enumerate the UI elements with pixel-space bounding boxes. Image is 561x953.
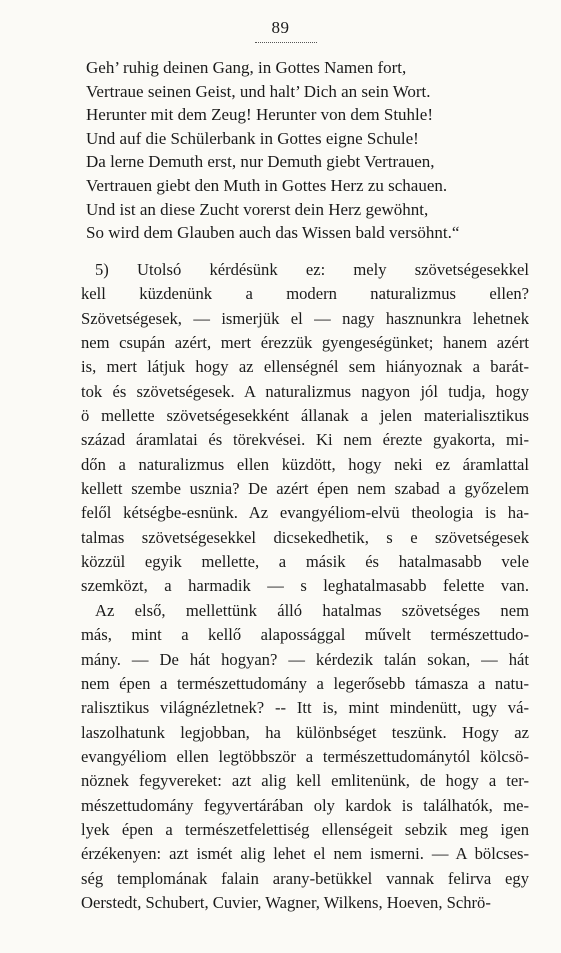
text-line: nem csupán azért, mert érezzük gyengeségünket; hanem azért xyxy=(81,333,529,353)
text-line: mány. — De hát hogyan? — kérdezik talán sokan, — hát xyxy=(81,649,529,669)
text-line: kellett szembe usznia? De azért épen nem szabad a győzelem xyxy=(81,479,529,499)
text-line: is, mert látjuk hogy az ellenségnél sem hiányoznak a barát- xyxy=(81,357,529,377)
body-text xyxy=(81,258,529,915)
text-line: dőn a naturalizmus ellen küzdött, hogy neki ez áramlattal xyxy=(81,454,529,474)
text-line: evangyéliom ellen legtöbbször a természettudománytól kölcsö- xyxy=(81,746,529,766)
text-line: lyek épen a természetfelettiség ellenségeit sebzik meg igen xyxy=(81,819,529,839)
text-line: ség templomának falain arany-betükkel vannak felirva egy xyxy=(81,868,529,888)
text-line: mészettudomány fegyvertárában oly kardok is találhatók, me- xyxy=(81,795,529,815)
page-number: 89 xyxy=(271,18,290,37)
text-line: tok és szövetségesek. A naturalizmus nagyon jól tudja, hogy xyxy=(81,381,529,401)
poem-line: Und ist an diese Zucht vorerst dein Herz gewöhnt, xyxy=(86,199,429,219)
text-line: 5) Utolsó kérdésünk ez: mely szövetségesekkel xyxy=(95,260,529,279)
poem-line: Geh’ ruhig deinen Gang, in Gottes Namen fort, xyxy=(86,58,407,77)
text-line: felől kétségbe-esnünk. Az evangyéliom-elvü theologia is ha- xyxy=(81,503,529,523)
poem-line: Herunter mit dem Zeug! Herunter von dem Stuhle! xyxy=(86,105,433,125)
text-line: érzékenyen: azt ismét alig lehet el nem ismerni. — A bölcses- xyxy=(81,844,529,864)
text-line: Szövetségesek, — ismerjük el — nagy hasznunkra lehetnek xyxy=(81,308,529,328)
text-line: más, mint a kellő alapossággal művelt természettudo- xyxy=(81,625,529,645)
poem-line: Vertraue seinen Geist, und halt’ Dich an sein Wort. xyxy=(86,81,431,101)
poem-line: So wird dem Glauben auch das Wissen bald versöhnt.“ xyxy=(86,223,460,243)
text-line: közzül egyik mellette, a másik és hatalmasabb vele xyxy=(81,552,529,572)
text-line: talmas szövetségesekkel dicsekedhetik, s e szövetségesek xyxy=(81,527,529,547)
text-line: ö mellette szövetségesekként állanak a jelen materialisztikus xyxy=(81,406,529,426)
text-line: szemközt, a harmadik — s leghatalmasabb felette van. xyxy=(81,576,529,596)
text-line: nöznek fegyvereket: azt alig kell emlitenünk, de hogy a ter- xyxy=(81,771,529,791)
text-line: Oerstedt, Schubert, Cuvier, Wagner, Wilkens, Hoeven, Schrö- xyxy=(81,892,491,912)
text-line: laszolhatunk legjobban, ha különbséget teszünk. Hogy az xyxy=(81,722,529,742)
poem-line: Vertrauen giebt den Muth in Gottes Herz zu schauen. xyxy=(86,175,448,195)
poem-line: Da lerne Demuth erst, nur Demuth giebt Vertrauen, xyxy=(86,152,435,172)
text-line: nem épen a természettudomány a legerősebb támasza a natu- xyxy=(81,673,529,693)
poem-quotation xyxy=(86,56,526,245)
text-line: kell küzdenünk a modern naturalizmus ellen? xyxy=(81,284,529,304)
text-line: ralisztikus világnézletnek? -- Itt is, mint mindenütt, ugy vá- xyxy=(81,698,529,718)
poem-line: Und auf die Schülerbank in Gottes eigne Schule! xyxy=(86,128,419,148)
page-number-rule xyxy=(255,42,317,43)
text-line: Az első, mellettünk álló hatalmas szövetséges nem xyxy=(95,600,529,620)
text-line: század áramlatai és törekvései. Ki nem érezte gyakorta, mi- xyxy=(81,430,529,450)
